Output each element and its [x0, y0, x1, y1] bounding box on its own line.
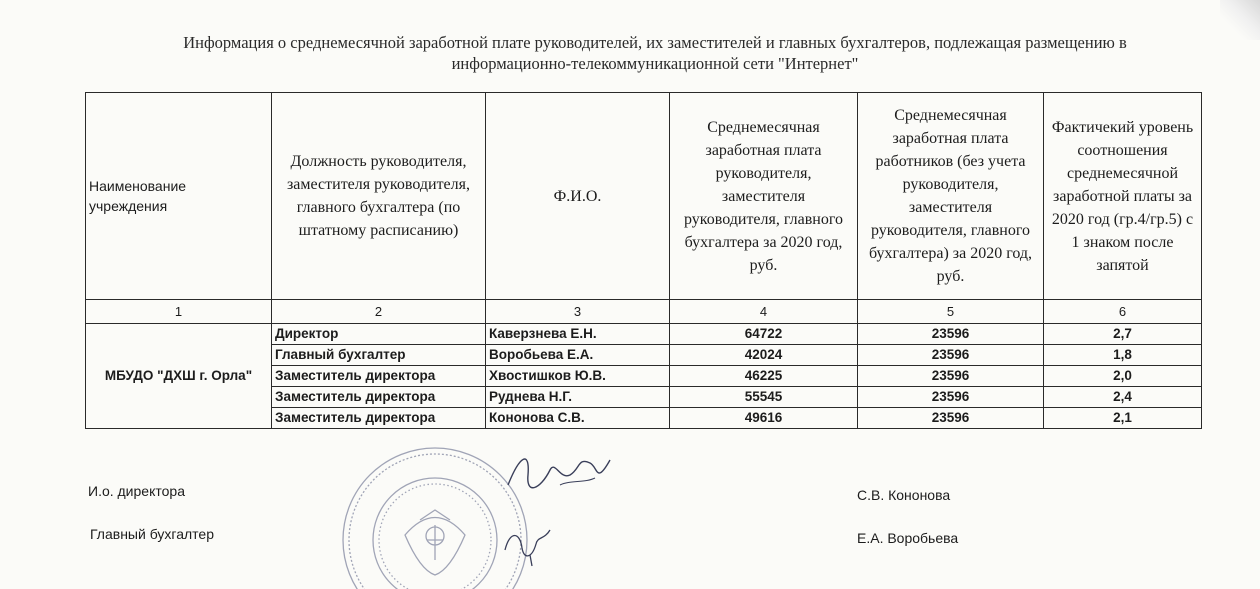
- acting-director-name: С.В. Кононова: [857, 487, 951, 503]
- fio-cell: Воробьева Е.А.: [486, 345, 670, 366]
- workers-salary-cell: 23596: [858, 408, 1044, 429]
- fio-cell: Руднева Н.Г.: [486, 387, 670, 408]
- header-workers-salary: Среднемесячная заработная плата работников (без учета руководителя, заместителя руководителя, главного бухгалтера) за 2020 год, руб.: [858, 93, 1044, 300]
- position-cell: Заместитель директора: [272, 387, 486, 408]
- fio-cell: Хвостишков Ю.В.: [486, 366, 670, 387]
- ratio-cell: 2,4: [1044, 387, 1202, 408]
- title-line-1: Информация о среднемесячной заработной плате руководителей, их заместителей и главных бухгалтеров, подлежащая размещению в: [183, 33, 1127, 52]
- accountant-signature: [500, 520, 560, 570]
- salary-cell: 64722: [670, 324, 858, 345]
- salary-cell: 49616: [670, 408, 858, 429]
- ratio-cell: 1,8: [1044, 345, 1202, 366]
- table-row: [86, 324, 1202, 345]
- chief-accountant-label: Главный бухгалтер: [90, 526, 214, 542]
- salary-cell: 46225: [670, 366, 858, 387]
- column-number: 5: [858, 300, 1044, 324]
- column-number: 1: [86, 300, 272, 324]
- salary-cell: 55545: [670, 387, 858, 408]
- position-cell: Заместитель директора: [272, 366, 486, 387]
- header-fio: Ф.И.О.: [486, 93, 670, 300]
- header-row: [86, 93, 1202, 300]
- column-number: 2: [272, 300, 486, 324]
- chief-accountant-name: Е.А. Воробьева: [857, 530, 959, 546]
- header-ratio: Фактичекий уровень соотношения среднемесячной заработной платы за 2020 год (гр.4/гр.5) с 1 знаком после запятой: [1044, 93, 1202, 300]
- position-cell: Заместитель директора: [272, 408, 486, 429]
- column-number-row: [86, 300, 1202, 324]
- salary-table: [85, 92, 1202, 429]
- position-cell: Главный бухгалтер: [272, 345, 486, 366]
- column-number: 4: [670, 300, 858, 324]
- ratio-cell: 2,1: [1044, 408, 1202, 429]
- workers-salary-cell: 23596: [858, 345, 1044, 366]
- ratio-cell: 2,0: [1044, 366, 1202, 387]
- position-cell: Директор: [272, 324, 486, 345]
- column-number: 6: [1044, 300, 1202, 324]
- header-institution: Наименование учреждения: [86, 93, 272, 300]
- workers-salary-cell: 23596: [858, 366, 1044, 387]
- salary-cell: 42024: [670, 345, 858, 366]
- acting-director-label: И.о. директора: [88, 483, 185, 499]
- fio-cell: Кононова С.В.: [486, 408, 670, 429]
- header-position: Должность руководителя, заместителя руководителя, главного бухгалтера (по штатному расписанию): [272, 93, 486, 300]
- organization-name: МБУДО "ДХШ г. Орла": [86, 324, 272, 429]
- workers-salary-cell: 23596: [858, 387, 1044, 408]
- document-title: [80, 32, 1230, 74]
- director-signature: [500, 445, 620, 505]
- fio-cell: Каверзнева Е.Н.: [486, 324, 670, 345]
- workers-salary-cell: 23596: [858, 324, 1044, 345]
- header-manager-salary: Среднемесячная заработная плата руководителя, заместителя руководителя, главного бухгалтера за 2020 год, руб.: [670, 93, 858, 300]
- ratio-cell: 2,7: [1044, 324, 1202, 345]
- column-number: 3: [486, 300, 670, 324]
- title-line-2: информационно-телекоммуникационной сети "Интернет": [451, 54, 859, 73]
